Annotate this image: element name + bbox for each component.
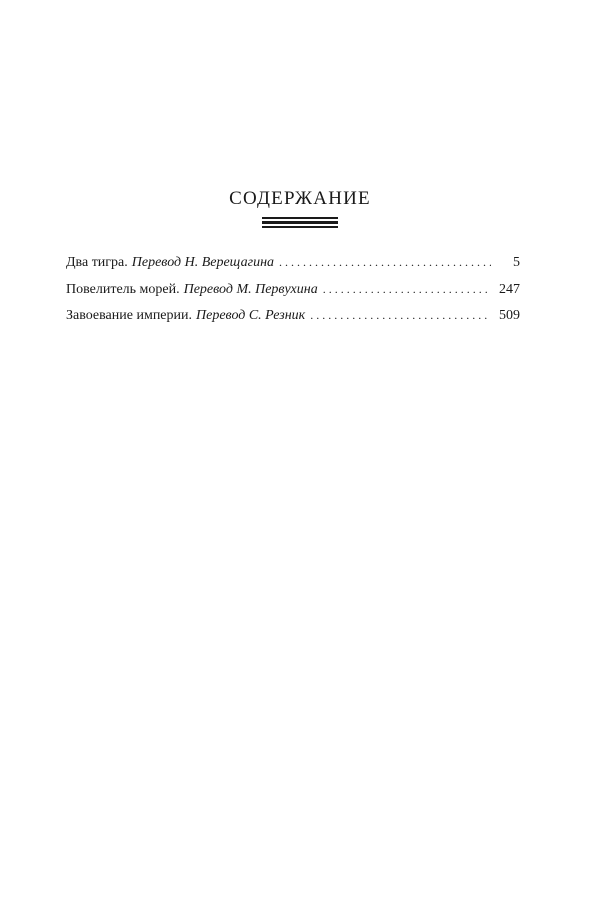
toc-entry-translator: Перевод М. Первухина xyxy=(183,281,318,297)
toc-entry[interactable] xyxy=(66,308,520,335)
toc-entry-page: 5 xyxy=(513,255,520,270)
toc-entry-translator: Перевод Н. Верещагина xyxy=(131,255,275,270)
toc-entry-translator: Перевод С. Резник xyxy=(196,308,306,323)
toc-leader-dots xyxy=(279,255,491,270)
heading-ornament-rule-top xyxy=(262,217,338,219)
toc-entry-title: Завоевание империи. xyxy=(66,308,193,323)
heading-ornament-rule-middle xyxy=(262,221,338,224)
toc-leader-dots xyxy=(310,308,491,323)
toc-entry[interactable] xyxy=(66,282,520,309)
toc-leader-dots xyxy=(323,282,491,297)
toc-entry-page: 509 xyxy=(499,308,520,323)
toc-entry-title: Повелитель морей. xyxy=(66,281,180,297)
heading-ornament-rule-bottom xyxy=(262,226,338,228)
table-of-contents xyxy=(66,255,520,335)
contents-heading: СОДЕРЖАНИЕ xyxy=(229,188,371,209)
toc-entry-page: 247 xyxy=(499,281,520,297)
toc-entry[interactable] xyxy=(66,255,520,282)
toc-entry-title: Два тигра. xyxy=(66,255,128,270)
